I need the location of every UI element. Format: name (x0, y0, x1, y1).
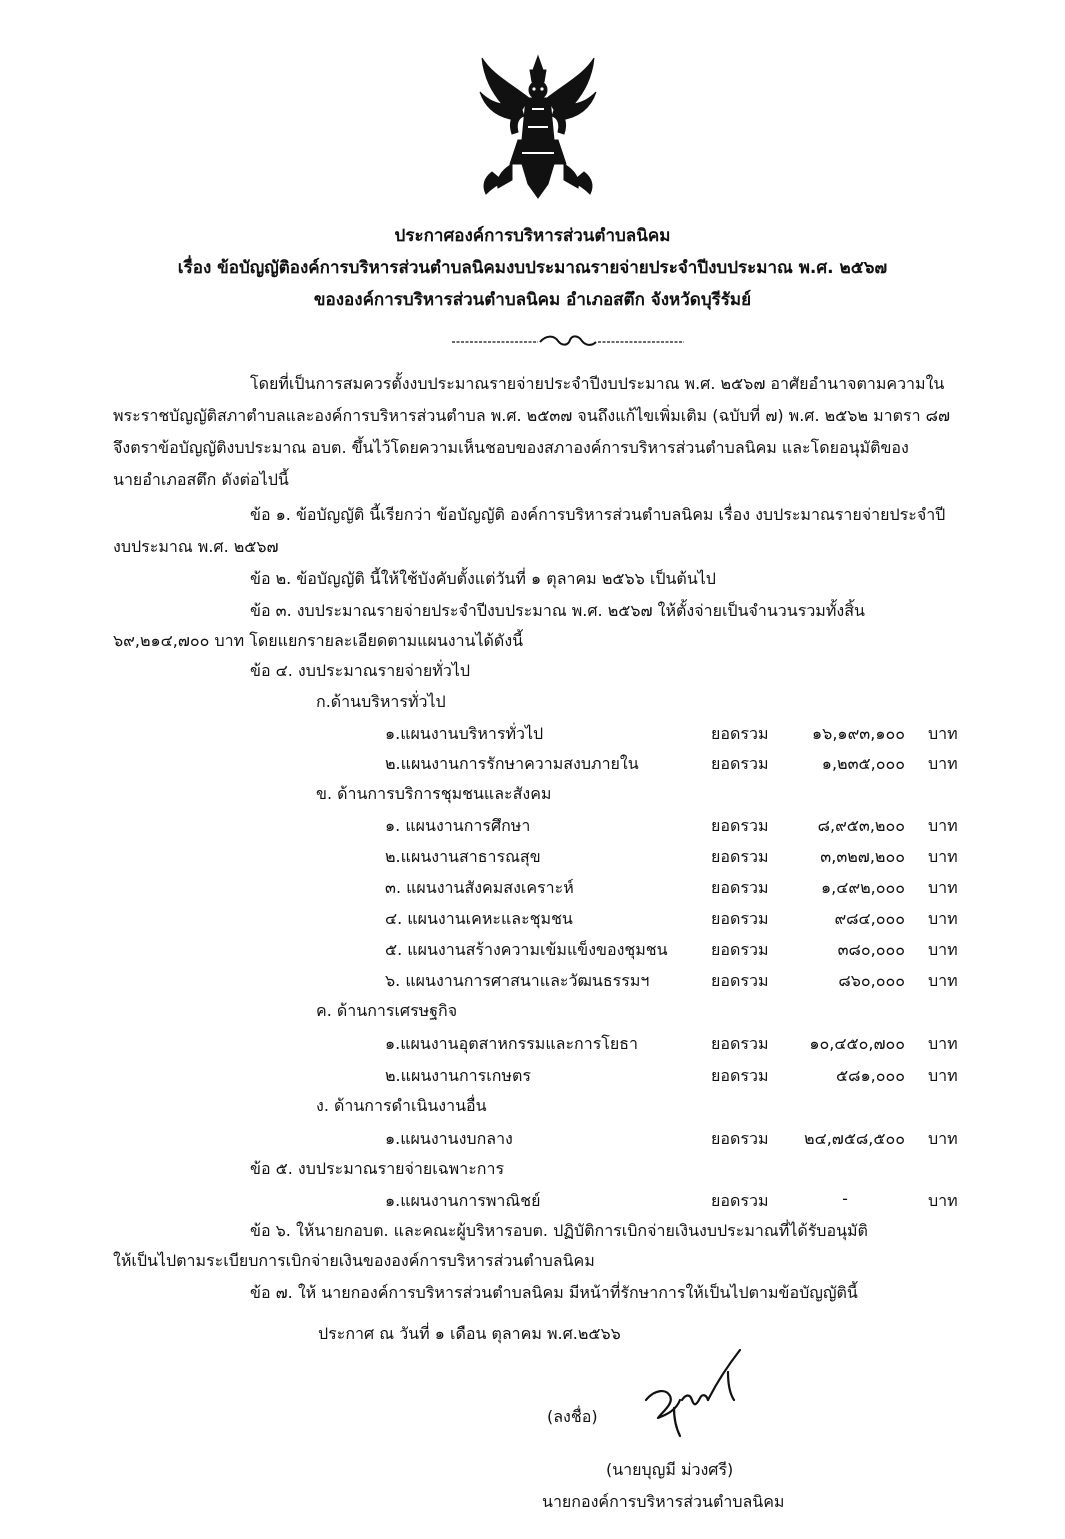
clause-6-line-2: ให้เป็นไปตามระเบียบการเบิกจ่ายเงินขององค์การบริหารส่วนตำบลนิคม (113, 1251, 595, 1270)
preamble-line-4: นายอำเภอสตึก ดังต่อไปนี้ (113, 470, 289, 489)
budget-row-label: ๓. แผนงานสังคมสงเคราะห์ (385, 878, 574, 897)
budget-row-total-label: ยอดรวม (711, 816, 769, 835)
budget-row-total-label: ยอดรวม (711, 847, 769, 866)
sign-label: (ลงชื่อ) (547, 1407, 598, 1426)
budget-row-label: ๒.แผนงานการรักษาความสงบภายใน (385, 754, 639, 773)
budget-row-unit: บาท (928, 1066, 958, 1085)
handwritten-signature-icon (640, 1348, 750, 1438)
header-subject: เรื่อง ข้อบัญญัติองค์การบริหารส่วนตำบลนิคมงบประมาณรายจ่ายประจำปีงบประมาณ พ.ศ. ๒๕๖๗ (177, 258, 888, 278)
clause-3-line-2: ๖๙,๒๑๔,๗๐๐ บาท โดยแยกรายละเอียดตามแผนงานได้ดังนี้ (113, 631, 524, 650)
budget-row-unit: บาท (928, 816, 958, 835)
budget-row-unit: บาท (928, 754, 958, 773)
preamble-line-2: พระราชบัญญัติสภาตำบลและองค์การบริหารส่วนตำบล พ.ศ. ๒๕๓๗ จนถึงแก้ไขเพิ่มเติม (ฉบับที่ ๗) พ.ศ. ๒๕๖๒ มาตรา ๘๗ (113, 406, 951, 425)
budget-row-amount: ๑,๔๙๒,๐๐๐ (821, 878, 905, 897)
budget-row-unit: บาท (928, 940, 958, 959)
budget-row-amount: ๑๖,๑๙๓,๑๐๐ (812, 724, 905, 743)
budget-row-amount: ๒๔,๗๕๘,๕๐๐ (804, 1129, 905, 1148)
budget-row-unit: บาท (928, 971, 958, 990)
budget-row-total-label: ยอดรวม (711, 1034, 769, 1053)
budget-row-amount: ๑,๒๓๕,๐๐๐ (821, 754, 905, 773)
section-other-operations: ง. ด้านการดำเนินงานอื่น (316, 1096, 487, 1115)
budget-row-total-label: ยอดรวม (711, 1066, 769, 1085)
budget-row-total-label: ยอดรวม (711, 878, 769, 897)
garuda-emblem-icon (478, 52, 598, 202)
budget-row-unit: บาท (928, 1034, 958, 1053)
budget-row-amount: ๓๘๐,๐๐๐ (837, 940, 905, 959)
budget-row-unit: บาท (928, 909, 958, 928)
budget-row-amount: ๙๘๔,๐๐๐ (834, 909, 905, 928)
signer-position: นายกองค์การบริหารส่วนตำบลนิคม (542, 1492, 785, 1511)
section-economy: ค. ด้านการเศรษฐกิจ (316, 1001, 458, 1020)
header-organization: ขององค์การบริหารส่วนตำบลนิคม อำเภอสตึก จังหวัดบุรีรัมย์ (313, 290, 752, 310)
signer-name: (นายบุญมี ม่วงศรี) (606, 1460, 734, 1479)
clause-4: ข้อ ๔. งบประมาณรายจ่ายทั่วไป (250, 661, 471, 680)
budget-row-total-label: ยอดรวม (711, 940, 769, 959)
budget-row-total-label: ยอดรวม (711, 1191, 769, 1210)
clause-3-line-1: ข้อ ๓. งบประมาณรายจ่ายประจำปีงบประมาณ พ.ศ. ๒๕๖๗ ให้ตั้งจ่ายเป็นจำนวนรวมทั้งสิ้น (250, 601, 865, 620)
budget-row-total-label: ยอดรวม (711, 724, 769, 743)
section-community-social: ข. ด้านการบริการชุมชนและสังคม (316, 784, 552, 803)
budget-row-label: ๒.แผนงานสาธารณสุข (385, 847, 541, 866)
budget-row-amount: ๘๖๐,๐๐๐ (838, 971, 905, 990)
budget-row-unit: บาท (928, 847, 958, 866)
budget-row-amount: - (842, 1189, 848, 1208)
clause-2: ข้อ ๒. ข้อบัญญัติ นี้ให้ใช้บังคับตั้งแต่วันที่ ๑ ตุลาคม ๒๕๖๖ เป็นต้นไป (250, 569, 716, 588)
clause-7: ข้อ ๗. ให้ นายกองค์การบริหารส่วนตำบลนิคม มีหน้าที่รักษาการให้เป็นไปตามข้อบัญญัตินี้ (250, 1283, 858, 1302)
clause-1-line-1: ข้อ ๑. ข้อบัญญัติ นี้เรียกว่า ข้อบัญญัติ องค์การบริหารส่วนตำบลนิคม เรื่อง งบประมาณรายจ่ายประจำปี (250, 505, 946, 524)
budget-row-unit: บาท (928, 1129, 958, 1148)
budget-row-unit: บาท (928, 878, 958, 897)
clause-6-line-1: ข้อ ๖. ให้นายกอบต. และคณะผู้บริหารอบต. ปฏิบัติการเบิกจ่ายเงินงบประมาณที่ได้รับอนุมัติ (250, 1221, 868, 1240)
budget-row-total-label: ยอดรวม (711, 1129, 769, 1148)
budget-row-total-label: ยอดรวม (711, 754, 769, 773)
budget-row-label: ๑.แผนงานอุตสาหกรรมและการโยธา (385, 1034, 639, 1053)
budget-row-total-label: ยอดรวม (711, 909, 769, 928)
budget-row-label: ๑. แผนงานการศึกษา (385, 816, 531, 835)
budget-row-amount: ๘,๙๕๓,๒๐๐ (817, 816, 905, 835)
budget-row-label: ๑.แผนงานบริหารทั่วไป (385, 724, 544, 743)
clause-5: ข้อ ๕. งบประมาณรายจ่ายเฉพาะการ (250, 1159, 505, 1178)
header-title: ประกาศองค์การบริหารส่วนตำบลนิคม (394, 226, 671, 246)
budget-row-amount: ๓,๓๒๗,๒๐๐ (820, 847, 905, 866)
budget-row-label: ๕. แผนงานสร้างความเข้มแข็งของชุมชน (385, 940, 668, 959)
budget-row-unit: บาท (928, 724, 958, 743)
budget-row-amount: ๑๐,๔๕๐,๗๐๐ (809, 1034, 905, 1053)
budget-row-amount: ๕๘๑,๐๐๐ (836, 1066, 905, 1085)
budget-row-label: ๑.แผนงานงบกลาง (385, 1129, 513, 1148)
section-general-admin: ก.ด้านบริหารทั่วไป (316, 692, 446, 711)
budget-row-label: ๒.แผนงานการเกษตร (385, 1066, 531, 1085)
preamble-line-1: โดยที่เป็นการสมควรตั้งงบประมาณรายจ่ายประจำปีงบประมาณ พ.ศ. ๒๕๖๗ อาศัยอำนาจตามความใน (250, 374, 945, 393)
ornament-divider-icon (452, 334, 684, 348)
budget-row-total-label: ยอดรวม (711, 971, 769, 990)
budget-row-unit: บาท (928, 1191, 958, 1210)
budget-row-label: ๖. แผนงานการศาสนาและวัฒนธรรมฯ (385, 971, 650, 990)
budget-row-label: ๔. แผนงานเคหะและชุมชน (385, 909, 573, 928)
announcement-date: ประกาศ ณ วันที่ ๑ เดือน ตุลาคม พ.ศ.๒๕๖๖ (318, 1324, 621, 1343)
budget-row-label: ๑.แผนงานการพาณิชย์ (385, 1191, 541, 1210)
clause-1-line-2: งบประมาณ พ.ศ. ๒๕๖๗ (113, 537, 279, 556)
preamble-line-3: จึงตราข้อบัญญัติงบประมาณ อบต. ขึ้นไว้โดยความเห็นชอบของสภาองค์การบริหารส่วนตำบลนิคม และโดยอนุมัติของ (113, 438, 909, 457)
